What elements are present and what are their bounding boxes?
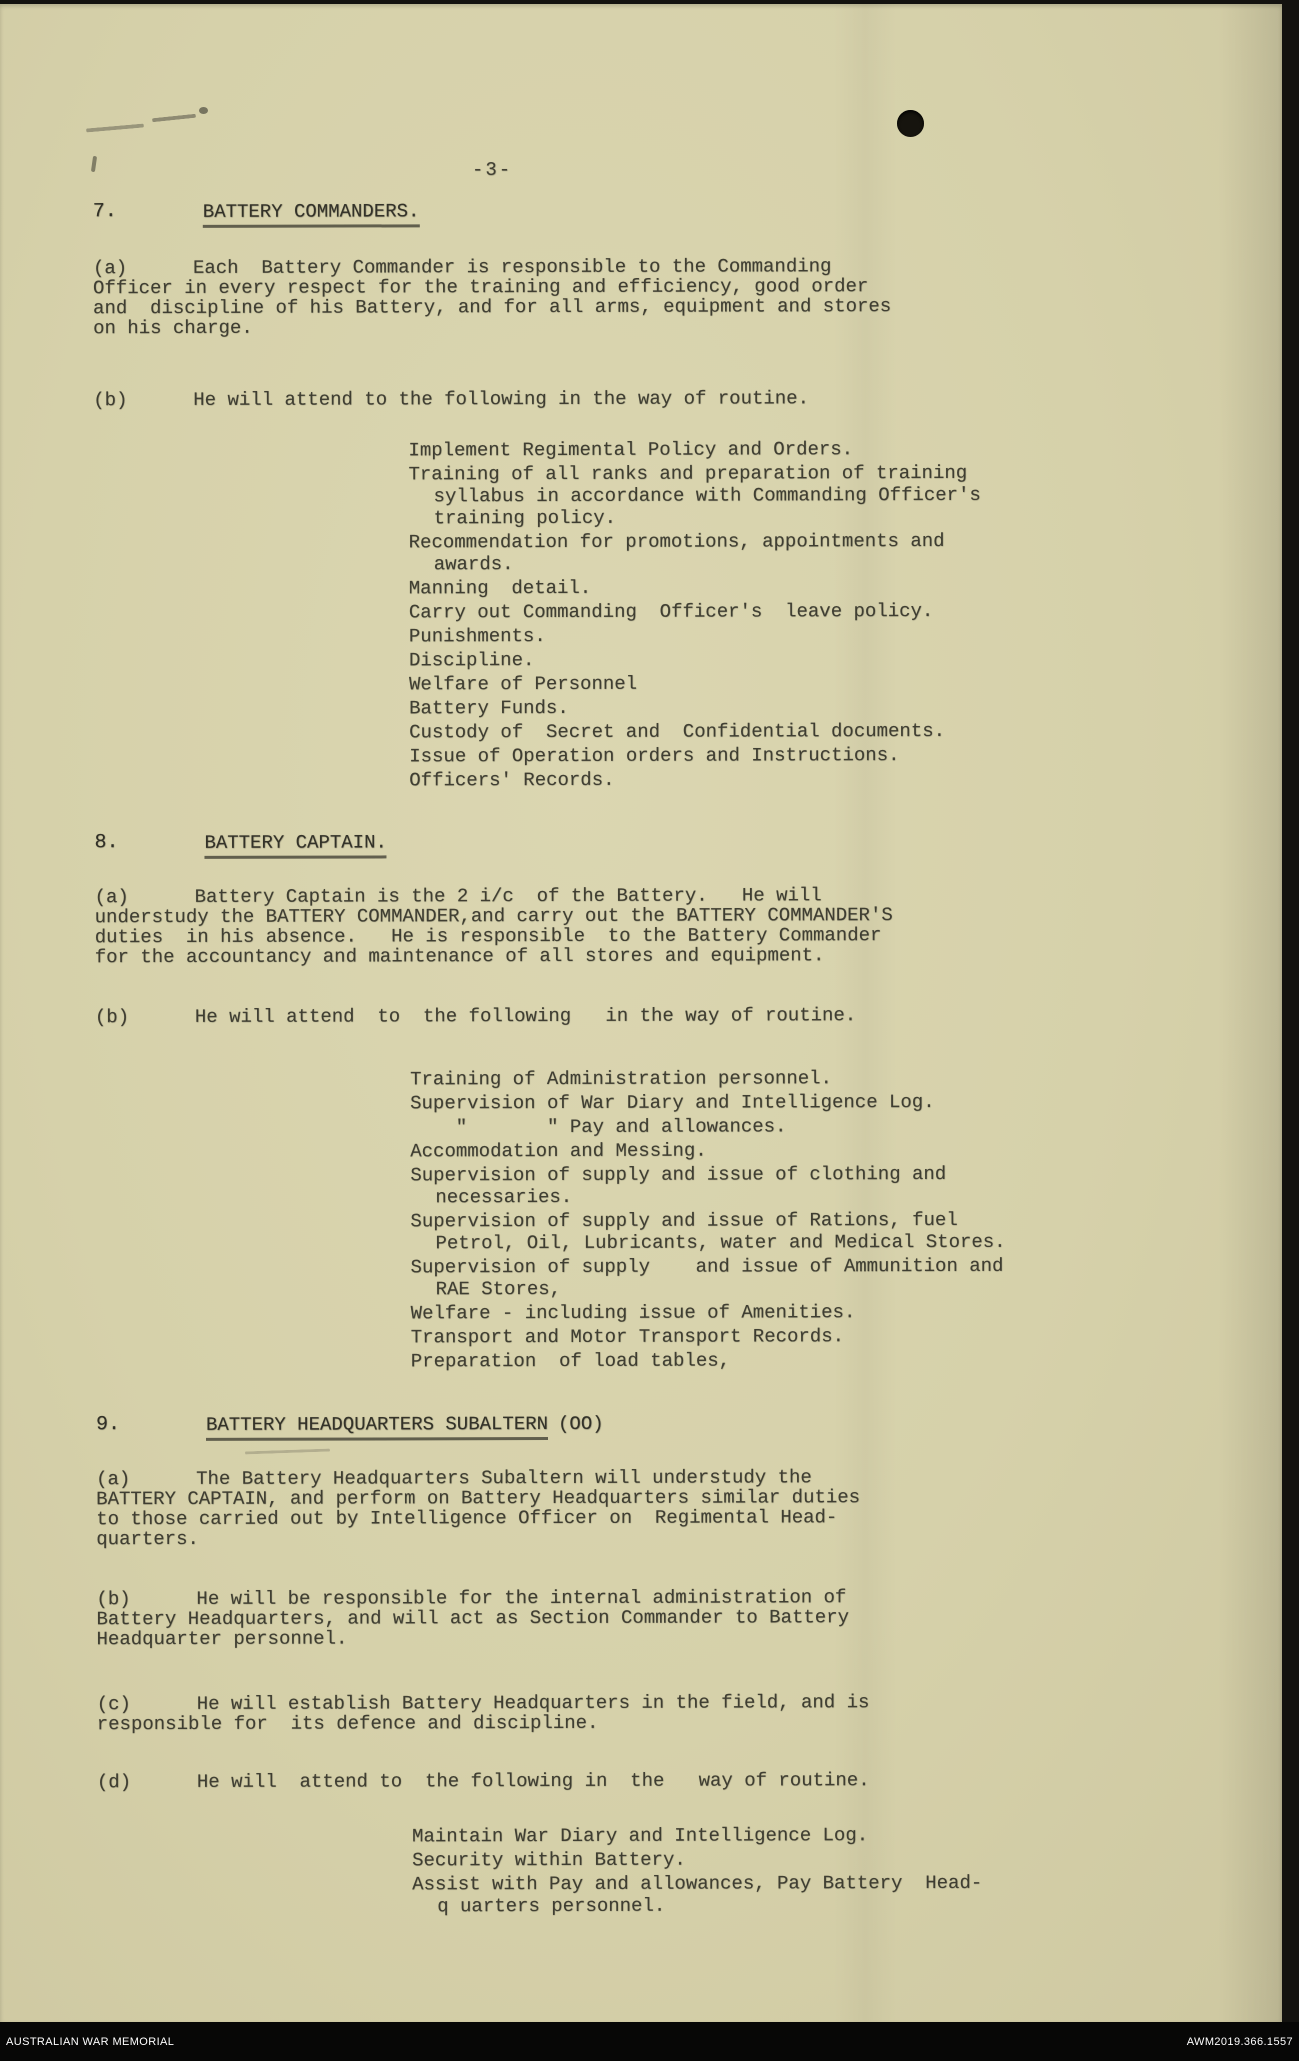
text-line: understudy the BATTERY COMMANDER,and carry out the BATTERY COMMANDER'S xyxy=(94,904,893,929)
hole-punch xyxy=(897,110,924,137)
routine-item xyxy=(409,744,1004,768)
text-line: Security within Battery. xyxy=(412,1848,686,1872)
text-line: Welfare - including issue of Amenities. xyxy=(410,1301,856,1325)
text-line: Headquarter personnel. xyxy=(96,1627,348,1651)
text-line: Custody of Secret and Confidential documents. xyxy=(409,719,946,744)
text-line: for the accountancy and maintenance of all stores and equipment. xyxy=(94,944,825,969)
routine-item xyxy=(410,1209,1005,1255)
paragraph-b xyxy=(95,1005,1005,1027)
text-line: " " Pay and allowances. xyxy=(410,1115,787,1139)
routine-item xyxy=(409,672,1004,696)
text-line: Discipline. xyxy=(408,649,535,672)
paragraph-a xyxy=(96,1467,1006,1549)
text-line: and discipline of his Battery, and for all arms, equipment and stores xyxy=(93,295,892,320)
text-line: Training of all ranks and preparation of training xyxy=(408,461,968,486)
routine-item xyxy=(412,1848,1007,1872)
text-line: He will attend to the following in the way of routine. xyxy=(193,387,810,411)
routine-item xyxy=(409,768,1004,792)
text-line: Implement Regimental Policy and Orders. xyxy=(408,438,854,462)
routine-item xyxy=(409,600,1004,624)
pencil-mark xyxy=(86,123,144,132)
routine-item xyxy=(410,1163,1005,1209)
routine-item xyxy=(412,1824,1007,1848)
routine-item xyxy=(411,1255,1006,1301)
text-line: He will be responsible for the internal administration of xyxy=(196,1586,847,1610)
section-heading: BATTERY HEADQUARTERS SUBALTERN xyxy=(206,1413,548,1441)
section-number: 8. xyxy=(94,831,119,855)
text-line: Petrol, Oil, Lubricants, water and Medical Stores. xyxy=(435,1230,1006,1255)
text-line: responsible for its defence and discipline. xyxy=(96,1711,599,1736)
text-line: He will attend to the following in the way of routine. xyxy=(196,1769,870,1793)
text-line: Supervision of War Diary and Intelligence Log. xyxy=(410,1090,935,1115)
routine-item xyxy=(409,576,1004,600)
pencil-dot xyxy=(199,107,208,114)
text-line: He will establish Battery Headquarters in the field, and is xyxy=(196,1691,870,1715)
text-line: Battery Funds. xyxy=(409,696,569,720)
paragraph-a xyxy=(93,256,1003,338)
text-line: awards. xyxy=(433,553,514,576)
pencil-mark xyxy=(91,156,97,172)
text-line: BATTERY CAPTAIN, and perform on Battery Headquarters similar duties xyxy=(96,1486,861,1511)
paragraph-label: (b) xyxy=(93,389,128,412)
text-line: Maintain War Diary and Intelligence Log. xyxy=(412,1824,869,1848)
routine-item-ditto xyxy=(410,1115,1005,1139)
text-line: Manning detail. xyxy=(408,576,592,600)
text-line: duties in his absence. He is responsible to the Battery Commander xyxy=(94,924,882,949)
text-line: Preparation of load tables, xyxy=(410,1349,731,1373)
routine-item xyxy=(408,438,1003,462)
text-line: syllabus in accordance with Commanding Officer's xyxy=(433,483,981,508)
paragraph-b xyxy=(93,388,1003,410)
paragraph-label: (a) xyxy=(96,1468,131,1491)
text-line: on his charge. xyxy=(93,316,253,340)
text-line: Officer in every respect for the training and efficiency, good order xyxy=(92,275,869,300)
text-line: Accommodation and Messing. xyxy=(410,1139,707,1163)
routine-item xyxy=(411,1301,1006,1325)
text-line: Supervision of supply and issue of Rations, fuel xyxy=(410,1208,958,1233)
text-line: Supervision of supply and issue of Ammunition and xyxy=(410,1254,1004,1279)
routine-item xyxy=(409,624,1004,648)
pencil-mark xyxy=(152,114,196,123)
paragraph-b xyxy=(96,1587,1006,1649)
text-line: Welfare of Personnel xyxy=(408,672,638,696)
routine-item xyxy=(409,648,1004,672)
section-heading-row xyxy=(94,830,1004,859)
paragraph-label: (b) xyxy=(94,1006,130,1029)
routine-item xyxy=(411,1349,1006,1373)
text-line: Punishments. xyxy=(408,625,546,648)
routine-item xyxy=(410,1091,1005,1115)
routine-item xyxy=(409,720,1004,744)
paragraph-label: (c) xyxy=(96,1693,131,1716)
footer-reference-number: AWM2019.366.1557 xyxy=(1186,2035,1293,2048)
text-line: Issue of Operation orders and Instructions. xyxy=(409,744,900,768)
routine-item xyxy=(410,1139,1005,1163)
archive-footer-bar xyxy=(0,2022,1299,2061)
text-line: Each Battery Commander is responsible to the Commanding xyxy=(192,255,832,279)
text-line: Recommendation for promotions, appointments and xyxy=(408,529,945,554)
routine-item xyxy=(411,1325,1006,1349)
section-number: 9. xyxy=(95,1413,121,1437)
section-battery-commanders xyxy=(93,199,1005,792)
typewritten-content xyxy=(93,199,1008,1920)
text-line: Supervision of supply and issue of clothing and xyxy=(410,1162,947,1187)
text-line: quarters. xyxy=(96,1527,199,1551)
text-line: necessaries. xyxy=(435,1185,573,1209)
routine-item xyxy=(410,1067,1005,1091)
footer-institution-label: AUSTRALIAN WAR MEMORIAL xyxy=(6,2035,175,2048)
text-line: Training of Administration personnel. xyxy=(410,1067,832,1091)
routine-list xyxy=(408,438,1004,792)
paragraph-a xyxy=(95,885,1005,967)
text-line: to those carried out by Intelligence Officer on Regimental Head- xyxy=(96,1506,838,1531)
text-line: Transport and Motor Transport Records. xyxy=(410,1325,845,1349)
paragraph-label: (d) xyxy=(96,1771,132,1794)
routine-list xyxy=(412,1824,1007,1918)
routine-list xyxy=(410,1067,1006,1373)
text-line: The Battery Headquarters Subaltern will understudy the xyxy=(196,1466,812,1490)
text-line: q uarters personnel. xyxy=(437,1894,666,1918)
section-battery-captain xyxy=(94,830,1006,1373)
section-heading-suffix: (OO) xyxy=(557,1412,604,1435)
text-line: He will attend to the following in the way of routine. xyxy=(194,1004,857,1028)
text-line: training policy. xyxy=(433,506,617,530)
paragraph-c xyxy=(97,1692,1007,1734)
paragraph-label: (a) xyxy=(92,257,128,280)
text-line: Officers' Records. xyxy=(409,768,615,792)
text-line: Assist with Pay and allowances, Pay Battery Head- xyxy=(412,1871,983,1896)
section-heading-row xyxy=(96,1412,1006,1441)
section-battery-hq-subaltern xyxy=(96,1412,1007,1918)
routine-item xyxy=(412,1872,1007,1918)
text-line: Carry out Commanding Officer's leave policy. xyxy=(408,599,934,624)
routine-item xyxy=(409,696,1004,720)
text-line: Battery Captain is the 2 i/c of the Battery. He will xyxy=(194,884,822,908)
section-heading: BATTERY CAPTAIN. xyxy=(204,831,387,858)
paragraph-label: (b) xyxy=(96,1588,131,1611)
section-heading: BATTERY COMMANDERS. xyxy=(203,200,420,228)
page-number: -3- xyxy=(472,159,513,181)
section-number: 7. xyxy=(92,200,117,224)
text-line: Battery Headquarters, and will act as Section Commander to Battery xyxy=(96,1606,850,1631)
paragraph-label: (a) xyxy=(94,886,129,909)
routine-item xyxy=(408,462,1003,530)
text-line: RAE Stores, xyxy=(435,1277,562,1301)
paragraph-d xyxy=(97,1770,1007,1792)
routine-item xyxy=(409,530,1004,576)
section-heading-row xyxy=(93,199,1003,228)
scanned-page xyxy=(0,4,1282,2022)
